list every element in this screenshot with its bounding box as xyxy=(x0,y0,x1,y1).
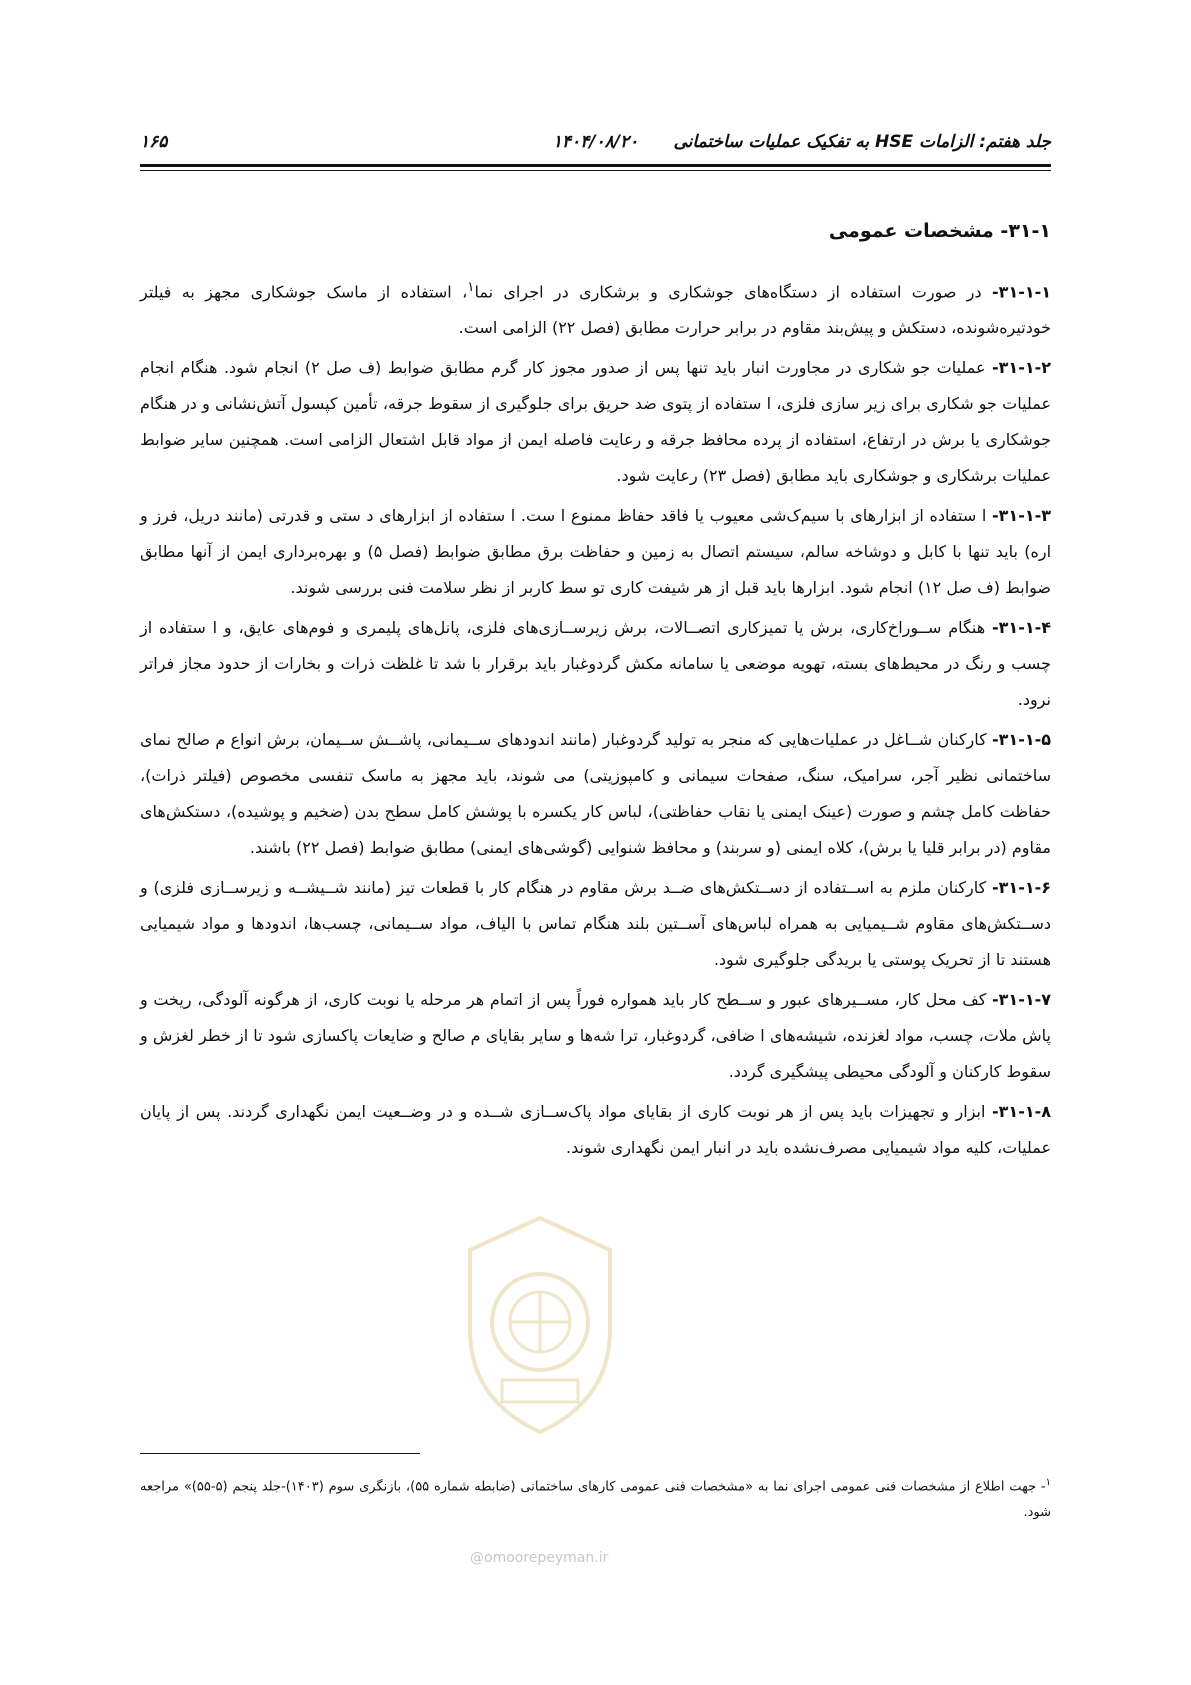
paragraph-text: ا ستفاده از ابزارهای با سیم‌ک‌شی معیوب یا فاقد حفاظ ممنوع ا ست. ا ستفاده از ابزارهای د ستی و قدرتی (مانند دریل، فرز و اره) باید تنها با کابل و دوشاخه سالم، سیستم اتصال به زمین و حفاظت برق مطابق ضوابط (فصل ۵) و بهره‌برداری ایمن از آنها مطابق ضوابط (ف صل ۱۲) انجام شود. ابزارها باید قبل از هر شیفت کاری تو سط کاربر از نظر سلامت فنی بررسی شوند. xyxy=(140,506,1052,598)
running-header xyxy=(140,128,1051,160)
footnote-marker: ۱ xyxy=(1045,1477,1051,1488)
header-title: جلد هفتم: الزامات HSE به تفکیک عملیات ساختمانی xyxy=(673,132,1051,152)
paragraph-3 xyxy=(140,498,1051,606)
header-rule-thick xyxy=(140,164,1051,167)
footnote-ref[interactable]: ۱ xyxy=(467,280,475,295)
paragraph-number: ۳۱-۱-۶- xyxy=(992,878,1051,898)
footnote-text: - جهت اطلاع از مشخصات فنی عمومی اجرای نما به «مشخصات فنی عمومی کارهای ساختمانی (ضابطه شماره ۵۵)، بازنگری سوم (۱۴۰۳)-جلد پنجم (۵-۵۵)» مراجعه شود. xyxy=(140,1479,1051,1521)
paragraph-text: در صورت استفاده از دستگاه‌های جوشکاری و برشکاری در اجرای نما xyxy=(474,282,993,302)
paragraph-number: ۳۱-۱-۸- xyxy=(992,1102,1051,1122)
section-heading: ۳۱-۱- مشخصات عمومی xyxy=(828,220,1051,242)
paragraph-text: ابزار و تجهیزات باید پس از هر نوبت کاری از بقایای مواد پاک‌ســازی شــده و در وضــعیت ایمن نگهداری گردند. پس از پایان عملیات، کلیه مواد شیمیایی مصرف‌نشده باید در انبار ایمن نگهداری شوند. xyxy=(140,1102,1051,1158)
paragraph-6 xyxy=(140,870,1051,978)
paragraph-2 xyxy=(140,350,1051,494)
body-text xyxy=(140,270,1051,1170)
watermark-url: @omoorepeyman.ir xyxy=(470,1550,609,1566)
paragraph-text: کف محل کار، مســیرهای عبور و ســطح کار باید همواره فوراً پس از اتمام هر مرحله یا نوبت کاری، از هرگونه آلودگی، ریخت و پاش ملات، چسب، مواد لغزنده، شیشه‌های ا ضافی، گردوغبار، ترا شه‌ها و سایر بقایای م صالح و ضایعات پاکسازی شود تا از خطر لغزش و سقوط کارکنان و آلودگی محیطی پیشگیری گردد. xyxy=(140,990,1051,1082)
paragraph-number: ۳۱-۱-۳- xyxy=(992,506,1051,526)
paragraph-number: ۳۱-۱-۵- xyxy=(992,730,1051,750)
footnote xyxy=(140,1470,1051,1526)
paragraph-7 xyxy=(140,982,1051,1090)
paragraph-number: ۳۱-۱-۱- xyxy=(992,282,1052,302)
header-date: ۱۴۰۴/۰۸/۲۰ xyxy=(552,132,639,152)
paragraph-number: ۳۱-۱-۷- xyxy=(992,990,1051,1010)
paragraph-text: هنگام ســوراخ‌کاری، برش یا تمیزکاری اتصــالات، برش زیرســازی‌های فلزی، پانل‌های پلیمری و فوم‌های عایق، و ا ستفاده از چسب و رنگ در محیط‌های بسته، تهویه موضعی یا سامانه مکش گردوغبار باید برقرار با شد تا غلظت ذرات و بخارات از حدود مجاز فراتر نرود. xyxy=(140,618,1051,710)
paragraph-text: کارکنان ملزم به اســتفاده از دســتکش‌های ضــد برش مقاوم در هنگام کار با قطعات تیز (مانند شــیشــه و زیرســازی فلزی) و دســتکش‌های مقاوم شــیمیایی به همراه لباس‌های آســتین بلند هنگام تماس با الیاف، مواد ســیمانی، چسب‌ها، اندودها و مواد شیمیایی هستند تا از تحریک پوستی یا بریدگی جلوگیری شود. xyxy=(140,878,1051,970)
watermark-seal-icon xyxy=(440,1210,640,1440)
paragraph-5 xyxy=(140,722,1051,866)
paragraph-text-continued: ، استفاده از ماسک جوشکاری مجهز به فیلتر خودتیره‌شونده، دستکش و پیش‌بند مقاوم در برابر حرارت مطابق (فصل ۲۲) الزامی است. xyxy=(140,282,1051,338)
paragraph-text: کارکنان شــاغل در عملیات‌هایی که منجر به تولید گردوغبار (مانند اندودهای ســیمانی، پاشــش ســیمان، برش انواع م صالح نمای ساختمانی نظیر آجر، سرامیک، سنگ، صفحات سیمانی و کامپوزیتی) می شوند، باید مجهز به ماسک تنفسی مخصوص (فیلتر ذرات)، حفاظت کامل چشم و صورت (عینک ایمنی یا نقاب حفاظتی)، لباس کار یکسره با پوشش کامل سطح بدن (ضخیم و پوشیده)، دستکش‌های مقاوم (در برابر قلیا یا برش)، کلاه ایمنی (و سربند) و محافظ شنوایی (گوشی‌های ایمنی) مطابق ضوابط (فصل ۲۲) باشند. xyxy=(140,730,1051,858)
header-rule-thin xyxy=(140,170,1051,171)
page-number: ۱۶۵ xyxy=(140,132,168,152)
paragraph-text: عملیات جو شکاری در مجاورت انبار باید تنها پس از صدور مجوز کار گرم مطابق ضوابط (ف صل ۲) انجام شود. هنگام انجام عملیات جو شکاری برای زیر سازی فلزی، ا ستفاده از پتوی ضد حریق برای جلوگیری از سقوط جرقه، تأمین کپسول آتش‌نشانی و در هنگام جوشکاری یا برش در ارتفاع، استفاده از پرده محافظ جرقه و رعایت فاصله ایمن از مواد قابل اشتعال الزامی است. همچنین سایر ضوابط عملیات برشکاری و جوشکاری باید مطابق (فصل ۲۳) رعایت شود. xyxy=(140,358,1051,486)
paragraph-4 xyxy=(140,610,1051,718)
paragraph-8 xyxy=(140,1094,1051,1166)
paragraph-number: ۳۱-۱-۲- xyxy=(992,358,1051,378)
paragraph-1 xyxy=(140,270,1051,346)
paragraph-number: ۳۱-۱-۴- xyxy=(992,618,1051,638)
footnote-rule xyxy=(140,1453,420,1454)
